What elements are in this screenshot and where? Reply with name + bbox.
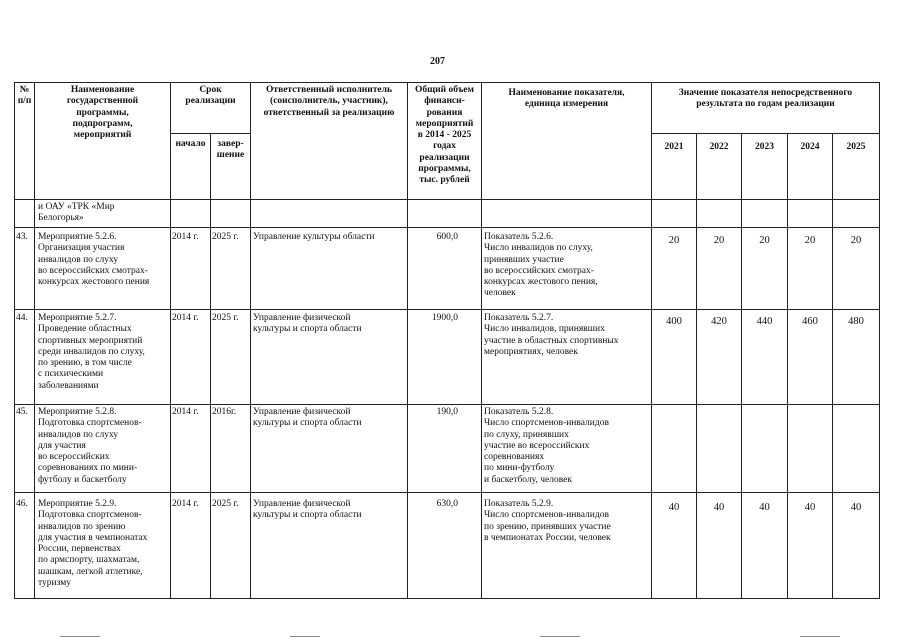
table-line [741, 133, 742, 598]
scan-edge-mark [800, 636, 840, 637]
header-year: 2022 [709, 142, 729, 152]
row-indicator: Показатель 5.2.9. Число спортсменов-инвалидов по зрению, принявших участие в чемпионатах России, человек [484, 499, 611, 543]
table-line [481, 82, 482, 598]
table-line [170, 82, 171, 598]
row-value: 40 [804, 502, 816, 513]
table-line [651, 82, 652, 598]
row-value: 20 [759, 235, 770, 246]
row-name: Мероприятие 5.2.8. Подготовка спортсменов- инвалидов по слуху для участия во всероссийских соревнованиях по мини- футболу и баскетболу [38, 407, 142, 485]
row-value: 440 [756, 316, 773, 327]
header-year: 2021 [664, 142, 684, 152]
row-number: 43. [16, 232, 28, 242]
row-value: 20 [668, 235, 680, 246]
row-executor: Управление культуры области [253, 232, 375, 242]
scan-edge-mark [540, 636, 580, 637]
row-start: 2014 г. [172, 313, 199, 323]
row-volume: 190,0 [436, 407, 458, 417]
row-value: 460 [802, 316, 818, 327]
header-funding-volume: Общий объем финанси- рования мероприятий в 2014 - 2025 годах реализации программы, тыс. рублей [415, 85, 474, 186]
header-term: Срок реализации [185, 85, 236, 107]
continuation-name-cell: и ОАУ «ТРК «Мир Белогорья» [38, 202, 115, 224]
row-value: 20 [850, 235, 862, 246]
row-indicator: Показатель 5.2.6. Число инвалидов по слуху, принявших участие во всероссийских смотрах- конкурсах жестового пения, человек [484, 232, 598, 299]
header-year: 2025 [846, 142, 866, 152]
header-program-name: Наименование государственной программы, подпрограмм, мероприятий [66, 85, 139, 141]
row-indicator: Показатель 5.2.8. Число спортсменов-инвалидов по слуху, принявших участие во всероссийских соревнованиях по мини-футболу и баскетболу, человек [484, 407, 609, 485]
row-start: 2014 г. [172, 232, 199, 242]
row-end: 2025 г. [212, 232, 239, 242]
table-line [14, 309, 880, 310]
row-number: 45. [16, 407, 28, 417]
header-term-end: завер- шение [216, 139, 245, 161]
table-line [879, 82, 880, 598]
scan-edge-mark [290, 636, 320, 637]
row-end: 2025 г. [212, 313, 239, 323]
header-values-title: Значение показателя непосредственного результата по годам реализации [678, 88, 853, 110]
table-line [14, 227, 880, 228]
row-value: 20 [804, 235, 816, 246]
row-volume: 630,0 [436, 499, 458, 509]
row-executor: Управление физической культуры и спорта области [253, 407, 362, 429]
table-line [14, 598, 880, 599]
header-executor: Ответственный исполнитель (соисполнитель, участник), ответственный за реализацию [263, 85, 395, 118]
table-line [14, 404, 880, 405]
table-line [210, 133, 211, 598]
row-value: 400 [666, 316, 682, 327]
row-name: Мероприятие 5.2.6. Организация участия инвалидов по слуху во всероссийских смотрах- конкурсах жестового пения [38, 232, 150, 288]
scan-edge-mark [60, 636, 100, 637]
table-line [14, 82, 15, 598]
table-line [651, 133, 880, 134]
row-indicator: Показатель 5.2.7. Число инвалидов, принявших участие в областных спортивных мероприятиях, человек [484, 313, 619, 357]
row-value: 480 [848, 316, 864, 327]
row-volume: 600,0 [436, 232, 458, 242]
table-line [14, 492, 880, 493]
header-year: 2024 [800, 142, 820, 152]
row-value: 40 [850, 502, 862, 513]
table-line [832, 133, 833, 598]
row-name: Мероприятие 5.2.7. Проведение областных спортивных мероприятий среди инвалидов по слуху, по зрению, в том числе с психическими заболеваниями [38, 313, 145, 391]
header-year: 2023 [755, 142, 774, 152]
table-line [34, 82, 35, 598]
header-indicator: Наименование показателя, единица измерения [508, 88, 625, 110]
table-line [787, 133, 788, 598]
page-number: 207 [430, 56, 445, 67]
table-line [14, 199, 880, 200]
row-number: 44. [16, 313, 28, 323]
table-line [250, 82, 251, 598]
row-start: 2014 г. [172, 407, 199, 417]
header-term-start: начало [175, 139, 206, 149]
row-executor: Управление физической культуры и спорта области [253, 313, 362, 335]
row-value: 420 [711, 316, 727, 327]
row-start: 2014 г. [172, 499, 199, 509]
row-value: 20 [713, 235, 725, 246]
row-value: 40 [759, 502, 770, 513]
row-value: 40 [713, 502, 725, 513]
row-volume: 1900,0 [431, 313, 458, 323]
table-line [14, 82, 880, 83]
table-line [696, 133, 697, 598]
row-end: 2025 г. [212, 499, 239, 509]
row-executor: Управление физической культуры и спорта области [253, 499, 362, 521]
row-value: 40 [668, 502, 680, 513]
header-number: № п/п [17, 85, 32, 107]
row-end: 2016г. [212, 407, 237, 417]
row-number: 46. [16, 499, 28, 509]
row-name: Мероприятие 5.2.9. Подготовка спортсменов- инвалидов по зрению для участия в чемпионатах России, первенствах по армспорту, шахматам, шашкам, легкой атлетике, туризму [38, 499, 148, 589]
